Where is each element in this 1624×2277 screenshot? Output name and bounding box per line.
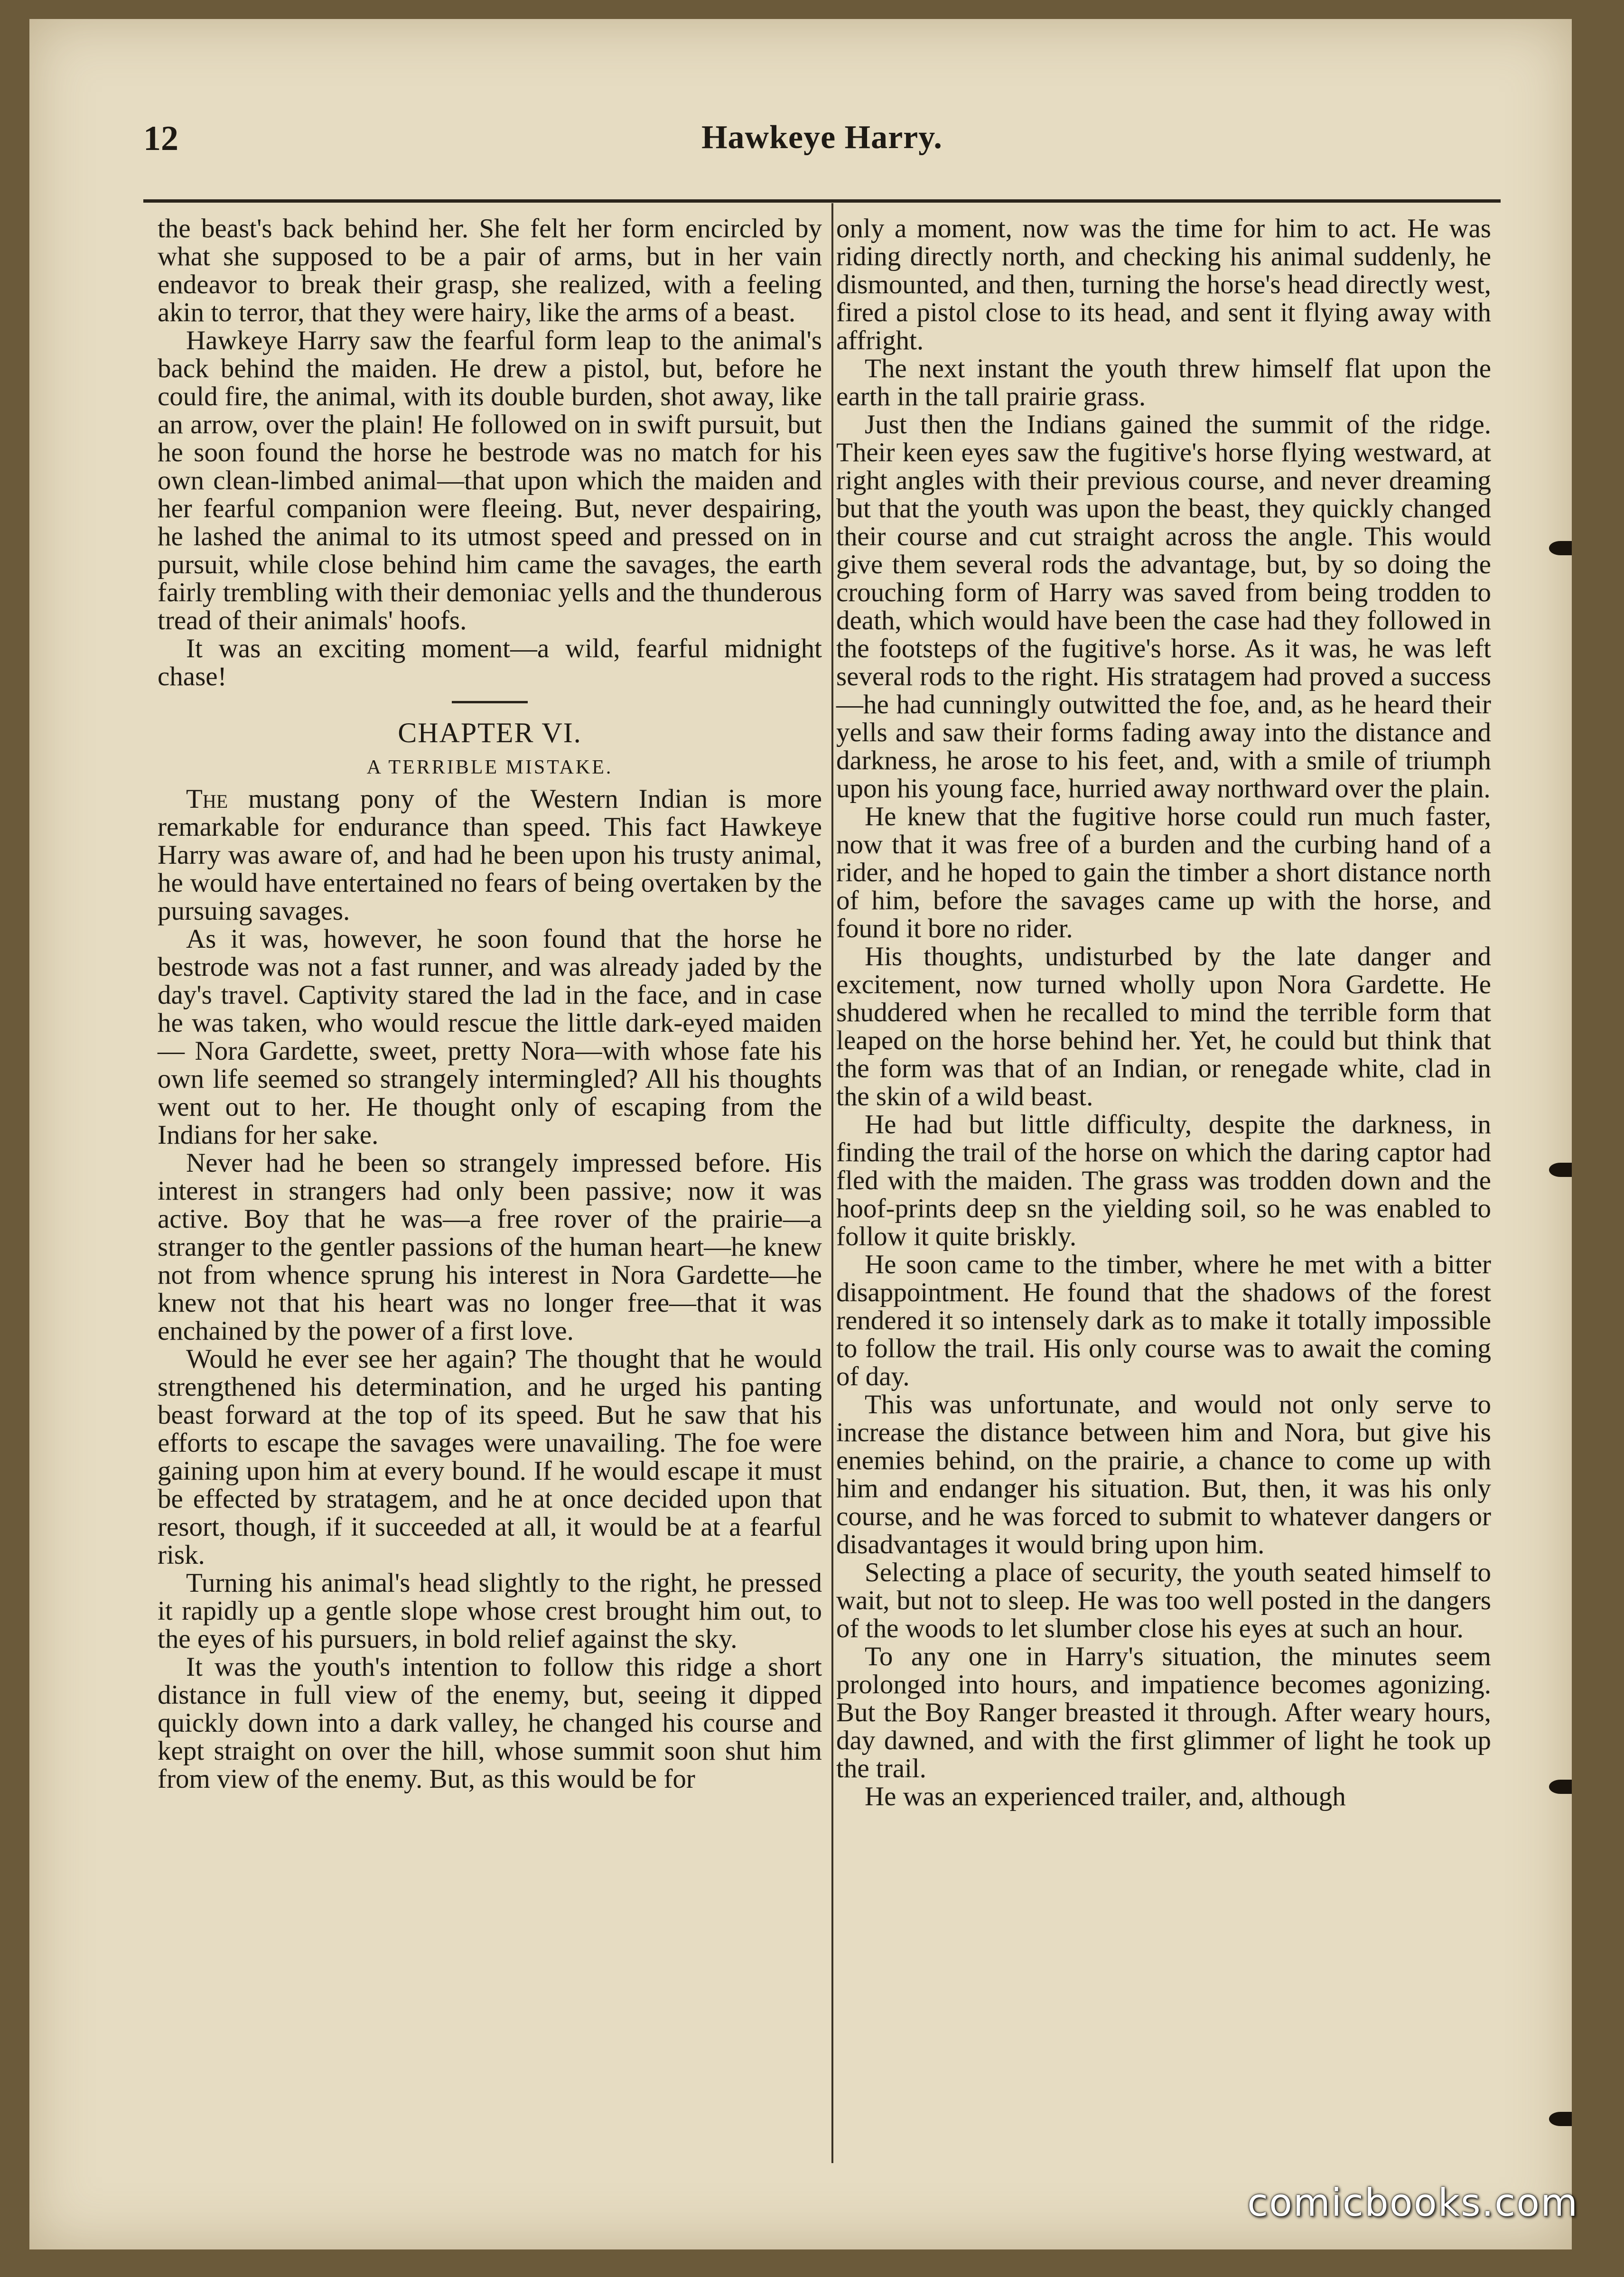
page-number: 12 [143, 119, 178, 158]
column-divider [831, 203, 833, 2163]
paragraph: only a moment, now was the time for him to act. He was riding directly north, and checking his animal suddenly, he dismounted, and then, turning the horse's head directly west, fired a pistol close to its head, and sent it flying away with affright. [836, 214, 1491, 355]
binding-staple-hole [1549, 541, 1572, 555]
binding-staple-hole [1549, 2112, 1572, 2126]
chapter-first-word: The [186, 784, 228, 814]
header-rule [143, 199, 1501, 203]
left-column [158, 215, 822, 1793]
paragraph: He soon came to the timber, where he met with a bitter disappointment. He found that the shadows of the forest rendered it so intensely dark as to make it totally impossible to follow the trail. His only course was to await the coming of day. [836, 1250, 1491, 1391]
page-header [143, 109, 1501, 190]
binding-staple-hole [1549, 1163, 1572, 1177]
paragraph: Hawkeye Harry saw the fearful form leap to the animal's back behind the maiden. He drew a pistol, but, before he could fire, the animal, with its double burden, shot away, like an arrow, over the plain! He followed on in swift pursuit, but he soon found the horse he bestrode was no match for his own clean-limbed animal—that upon which the maiden and her fearful companion were fleeing. But, never despairing, he lashed the animal to its utmost speed and pressed on in pursuit, while close behind him came the savages, the earth fairly trembling with their demoniac yells and the thunderous tread of their animals' hoofs. [158, 326, 822, 635]
paragraph: Just then the Indians gained the summit of the ridge. Their keen eyes saw the fugitive's horse flying westward, at right angles with their previous course, and never dreaming but that the youth was upon the beast, they quickly changed their course and cut straight across the angle. This would give them several rods the advantage, but, by so doing the crouching form of Harry was saved from being trodden to death, which would have been the case had they followed in the footsteps of the fugitive's horse. As it was, he was left several rods to the right. His stratagem had proved a success—he had cunningly outwitted the foe, and, as he heard their yells and saw their forms fading away into the distance and darkness, he arose to his feet, and, with a smile of triumph upon his young face, hurried away northward over the plain. [836, 410, 1491, 803]
paragraph: He was an experienced trailer, and, although [865, 1782, 1346, 1811]
paragraph: the beast's back behind her. She felt her form encircled by what she supposed to be a pair of arms, but in her vain endeavor to break their grasp, she realized, with a feeling akin to terror, that they were hairy, like the arms of a beast. [158, 214, 822, 327]
paragraph: The next instant the youth threw himself flat upon the earth in the tall prairie grass. [836, 354, 1491, 411]
paragraph: As it was, however, he soon found that the horse he bestrode was not a fast runner, and was already jaded by the day's travel. Captivity stared the lad in the face, and in case he was taken, who would rescue the little dark-eyed maiden — Nora Gardette, sweet, pretty Nora—with whose fate his own life seemed so strangely intermingled? All his thoughts went out to her. He thought only of escaping from the Indians for her sake. [158, 924, 822, 1150]
chapter-subheading: A TERRIBLE MISTAKE. [366, 756, 613, 778]
paragraph: Never had he been so strangely impressed before. His interest in strangers had only been passive; now it was active. Boy that he was—a free rover of the prairie—a stranger to the gentler passions of the human heart—he knew not from whence sprung his interest in Nora Gardette—he knew not that his heart was no longer free—that it was enchained by the power of a first love. [158, 1148, 822, 1346]
paragraph: It was an exciting moment—a wild, fearful midnight chase! [158, 634, 822, 691]
paragraph: He had but little difficulty, despite the darkness, in finding the trail of the horse on which the daring captor had fled with the maiden. The grass was trodden down and the hoof-prints deep sn the yielding soil, so he was enabled to follow it quite briskly. [836, 1110, 1491, 1251]
chapter-first-paragraph-text: mustang pony of the Western Indian is more remarkable for endurance than speed. This fact Hawkeye Harry was aware of, and had he been upon his trusty animal, he would have entertained no fears of being overtaken by the pursuing savages. [158, 784, 822, 926]
book-page [29, 19, 1572, 2249]
chapter-separator-rule [452, 701, 528, 703]
right-column [836, 215, 1491, 1810]
paragraph: He knew that the fugitive horse could run much faster, now that it was free of a burden and the curbing hand of a rider, and he hoped to gain the timber a short distance north of him, before the savages came up with the horse, and found it bore no rider. [836, 802, 1491, 943]
paragraph: To any one in Harry's situation, the minutes seem prolonged into hours, and impatience becomes agonizing. But the Boy Ranger breasted it through. After weary hours, day dawned, and with the first glimmer of light he took up the trail. [836, 1642, 1491, 1783]
binding-staple-hole [1549, 1780, 1572, 1794]
paragraph: Turning his animal's head slightly to the right, he pressed it rapidly up a gentle slope whose crest brought him out, to the eyes of his pursuers, in bold relief against the sky. [158, 1568, 822, 1654]
watermark: comicbooks.com [1247, 2181, 1578, 2225]
chapter-heading: CHAPTER VI. [398, 717, 582, 748]
paragraph: His thoughts, undisturbed by the late danger and excitement, now turned wholly upon Nora Gardette. He shuddered when he recalled to mind the terrible form that leaped on the horse behind her. Yet, he could but think that the form was that of an Indian, or renegade white, clad in the skin of a wild beast. [836, 942, 1491, 1111]
running-title: Hawkeye Harry. [701, 119, 943, 156]
paragraph: Would he ever see her again? The thought that he would strengthened his determination, and he urged his panting beast forward at the top of its speed. But he saw that his efforts to escape the savages were unavailing. The foe were gaining upon him at every bound. If he would escape it must be effected by stratagem, and he at once decided upon that resort, though, if it succeeded at all, it would be at a fearful risk. [158, 1344, 822, 1570]
paragraph: This was unfortunate, and would not only serve to increase the distance between him and Nora, but give his enemies behind, on the prairie, a chance to come up with him and endanger his situation. But, then, it was his only course, and he was forced to submit to whatever dangers or disadvantages it would bring upon him. [836, 1390, 1491, 1559]
paragraph: It was the youth's intention to follow this ridge a short distance in full view of the enemy, but, seeing it dipped quickly down into a dark valley, he changed his course and kept straight on over the hill, whose summit soon shut him from view of the enemy. But, as this would be for [158, 1652, 822, 1794]
paragraph: Selecting a place of security, the youth seated himself to wait, but not to sleep. He was too well posted in the dangers of the woods to let slumber close his eyes at such an hour. [836, 1558, 1491, 1643]
chapter-opening-paragraph [158, 785, 822, 925]
